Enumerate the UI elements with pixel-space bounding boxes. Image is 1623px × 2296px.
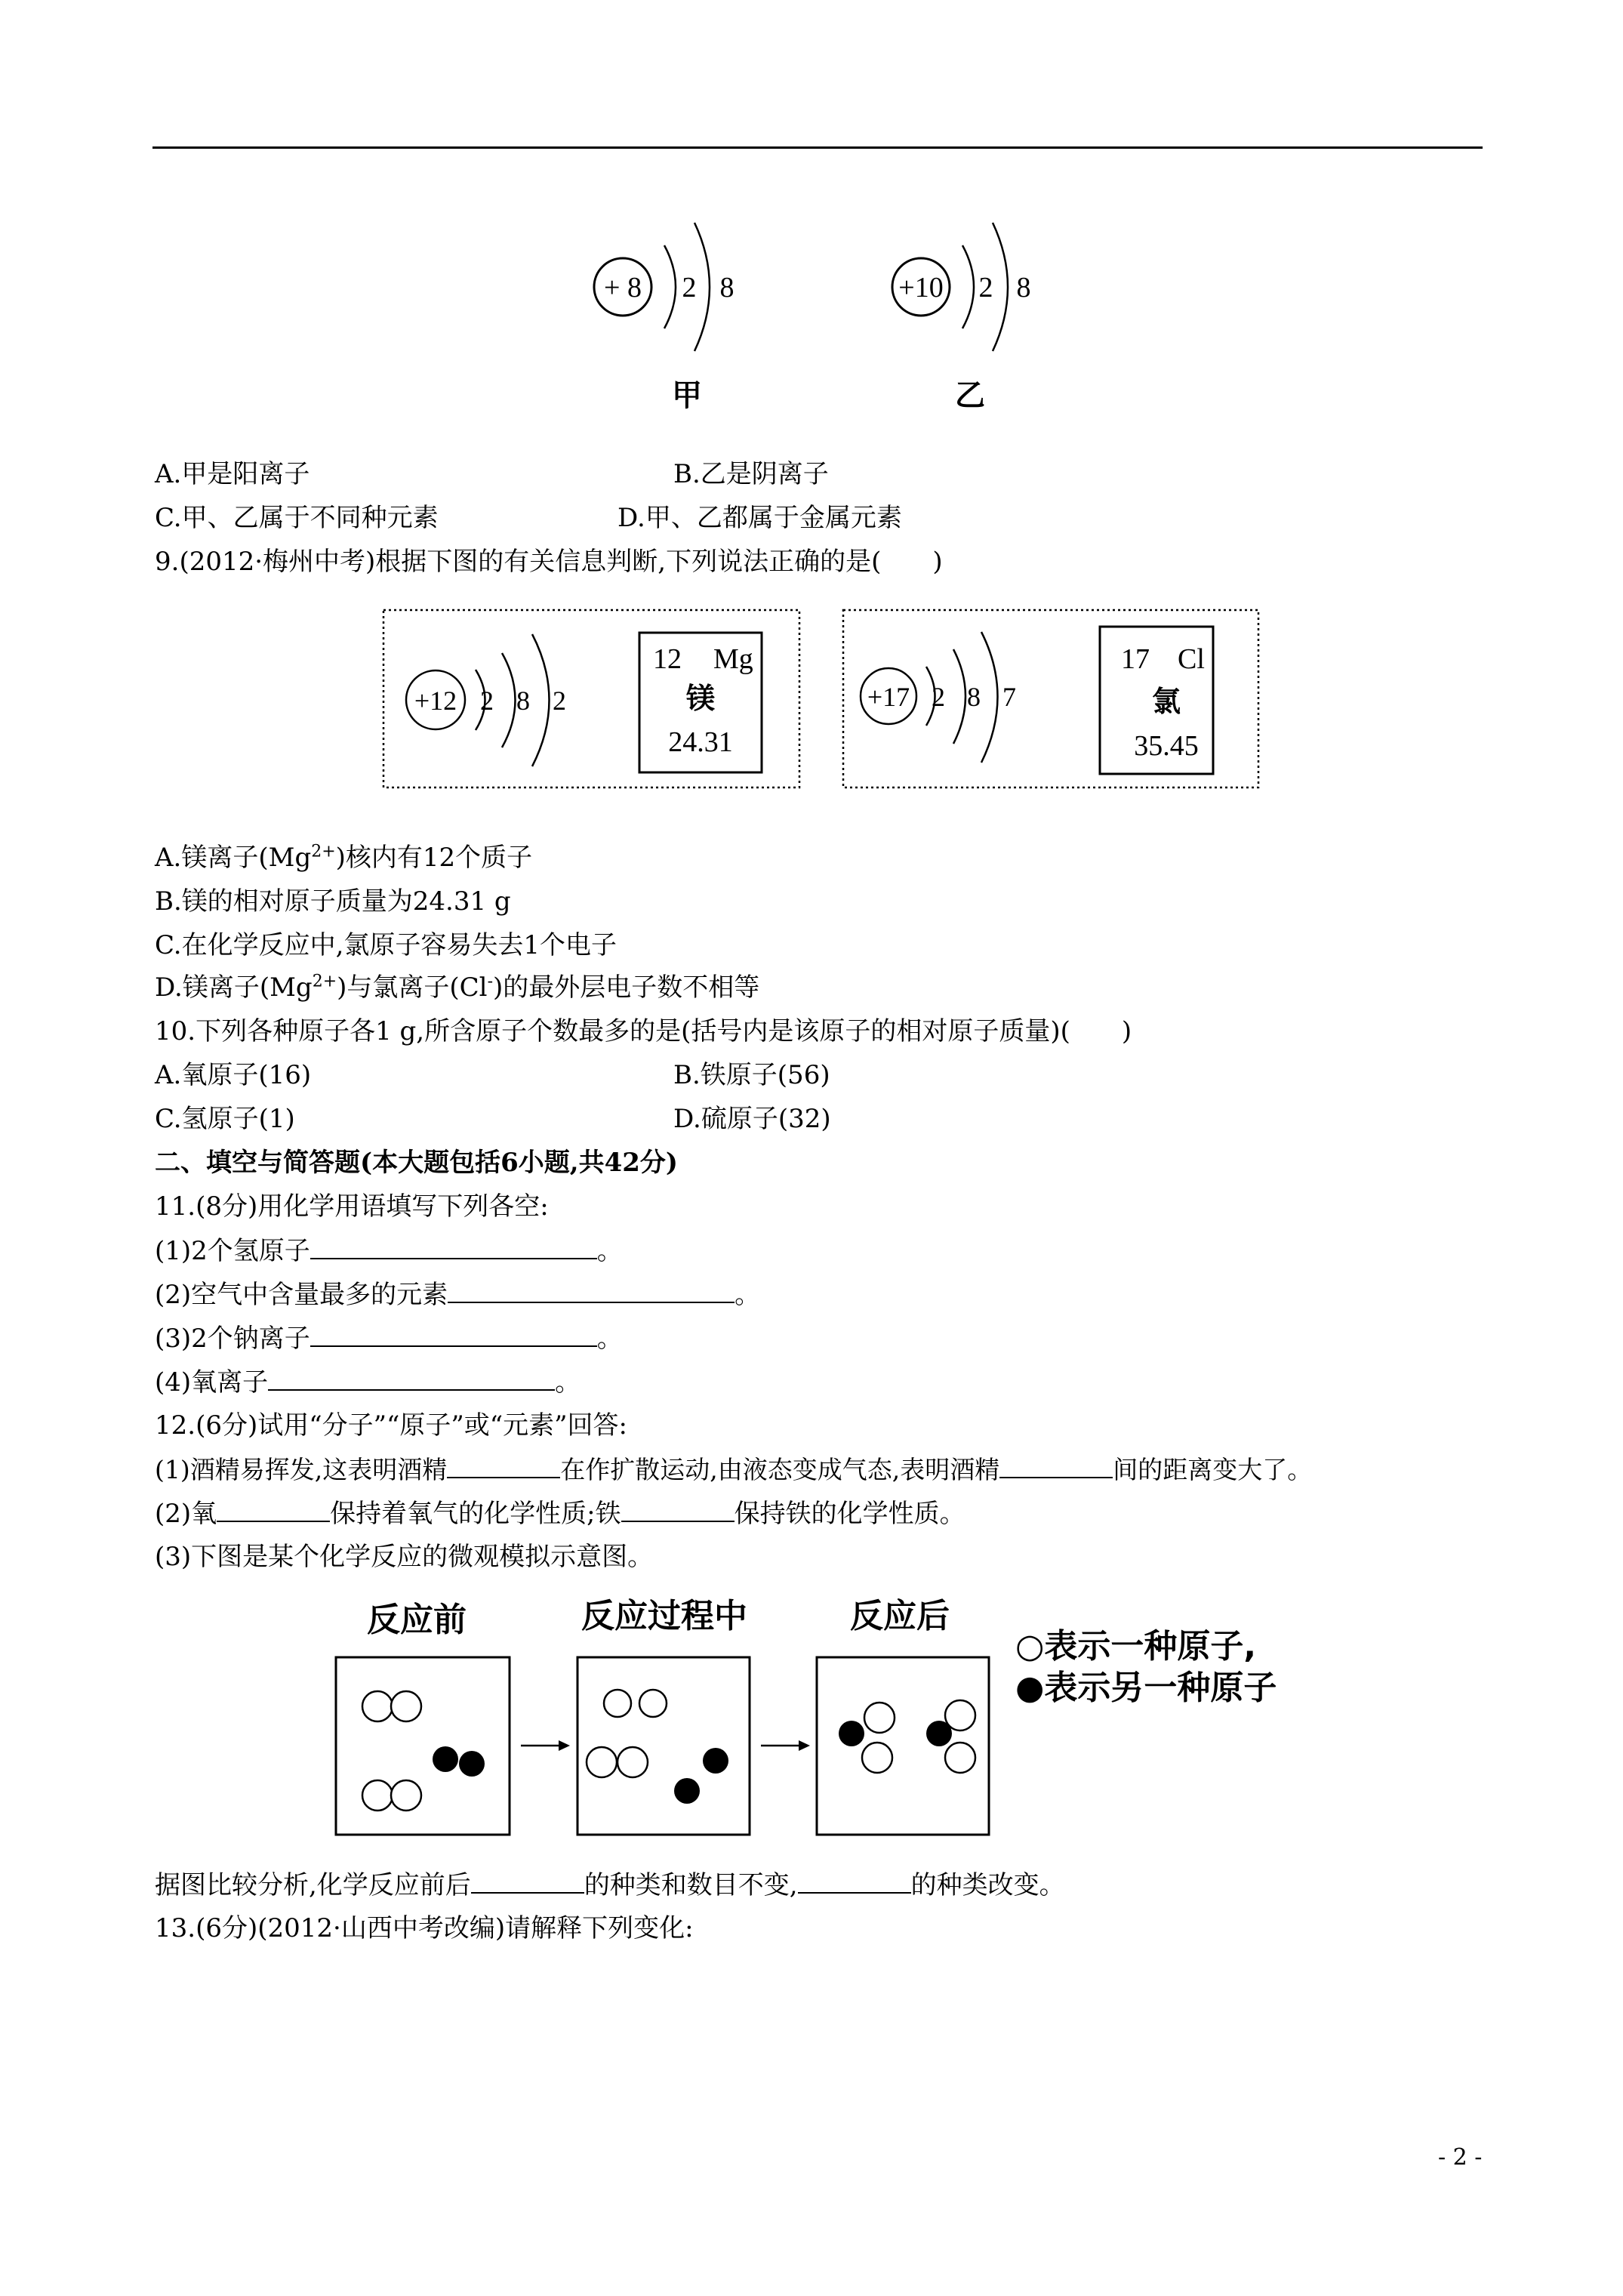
- answer-blank[interactable]: [999, 1454, 1113, 1478]
- mg-symbol: Mg: [713, 643, 753, 675]
- q10-option-b: B.铁原子(56): [673, 1060, 830, 1090]
- nucleus-jia: + 8: [604, 272, 642, 304]
- answer-blank[interactable]: [310, 1235, 597, 1259]
- label-during: 反应过程中: [581, 1597, 747, 1635]
- section-heading: 二、填空与简答题(本大题包括6小题,共42分): [155, 1148, 678, 1178]
- shell-jia-2: 8: [719, 272, 735, 304]
- cl-atomic-number: 17: [1121, 643, 1150, 675]
- mg-shell-3: 2: [553, 686, 566, 716]
- shell-jia-1: 2: [682, 272, 697, 304]
- cl-panel: [843, 610, 1258, 787]
- q8-option-c: C.甲、乙属于不同种元素: [155, 503, 439, 533]
- answer-blank[interactable]: [447, 1454, 560, 1478]
- mg-shell-2: 8: [516, 686, 530, 716]
- answer-blank[interactable]: [268, 1367, 555, 1391]
- cl-shell-1: 2: [932, 682, 945, 712]
- q12-part3-answer: 据图比较分析,化学反应前后 的种类和数目不变, 的种类改变。: [155, 1870, 1065, 1900]
- mg-nucleus: +12: [414, 686, 457, 716]
- label-jia: 甲: [672, 378, 702, 413]
- cl-nucleus: +17: [867, 682, 910, 712]
- answer-blank[interactable]: [310, 1323, 597, 1347]
- q9-option-b: B.镁的相对原子质量为24.31 g: [155, 886, 511, 917]
- box-during: [577, 1657, 750, 1835]
- cl-shell-3: 7: [1002, 682, 1016, 712]
- atom-jia: [594, 223, 735, 413]
- q10-stem: 10.下列各种原子各1 g,所含原子个数最多的是(括号内是该原子的相对原子质量)( ): [155, 1016, 1132, 1046]
- nucleus-yi: +10: [898, 272, 944, 304]
- answer-blank[interactable]: [217, 1498, 330, 1522]
- q11-part1: (1)2个氢原子 。: [155, 1236, 623, 1266]
- q12-stem: 12.(6分)试用“分子”“原子”或“元素”回答:: [155, 1410, 627, 1441]
- q12-part1: (1)酒精易挥发,这表明酒精 在作扩散运动,由液态变成气态,表明酒精 间的距离变大了。: [155, 1455, 1313, 1484]
- q11-stem: 11.(8分)用化学用语填写下列各空:: [155, 1191, 549, 1222]
- q9-option-c: C.在化学反应中,氯原子容易失去1个电子: [155, 930, 617, 960]
- q11-part4: (4)氧离子 。: [155, 1367, 581, 1398]
- cl-symbol: Cl: [1178, 643, 1205, 675]
- answer-blank[interactable]: [471, 1869, 584, 1894]
- q10-option-c: C.氢原子(1): [155, 1104, 295, 1134]
- q9-option-a: A.镁离子$(Mg^{2+})$核内有12个质子: [155, 842, 533, 873]
- mg-atomic-number: 12: [653, 643, 682, 675]
- q8-option-b: B.乙是阴离子: [673, 459, 829, 489]
- answer-blank[interactable]: [798, 1869, 911, 1894]
- q12-part2: (2)氧 保持着氧气的化学性质;铁 保持铁的化学性质。: [155, 1499, 965, 1529]
- cl-shell-2: 8: [967, 682, 981, 712]
- cl-mass: 35.45: [1134, 730, 1199, 762]
- shell-yi-1: 2: [978, 272, 993, 304]
- shell-yi-2: 8: [1016, 272, 1031, 304]
- q8-option-a: A.甲是阳离子: [155, 459, 310, 489]
- box-after: [817, 1657, 989, 1835]
- header-rule: [152, 146, 1483, 149]
- q11-part2: (2)空气中含量最多的元素 。: [155, 1280, 761, 1310]
- label-yi: 乙: [955, 378, 985, 413]
- answer-blank[interactable]: [621, 1498, 735, 1522]
- reaction-diagram: [332, 1586, 1329, 1842]
- q9-element-diagrams: [381, 608, 1264, 793]
- mg-shell-1: 2: [480, 686, 494, 716]
- label-after: 反应后: [850, 1597, 950, 1635]
- answer-blank[interactable]: [448, 1279, 735, 1303]
- arrow-2: [761, 1740, 810, 1751]
- legend-black: ●表示另一种原子: [1015, 1669, 1277, 1707]
- box-before: [336, 1657, 510, 1835]
- mg-panel: [383, 610, 799, 787]
- q9-stem: 9.(2012·梅州中考)根据下图的有关信息判断,下列说法正确的是( ): [155, 547, 943, 577]
- mg-name: 镁: [685, 682, 716, 715]
- atom-yi: [892, 223, 1031, 413]
- q12-part3: (3)下图是某个化学反应的微观模拟示意图。: [155, 1542, 654, 1572]
- q13-stem: 13.(6分)(2012·山西中考改编)请解释下列变化:: [155, 1913, 694, 1943]
- q10-option-a: A.氧原子(16): [155, 1060, 312, 1090]
- q9-option-d: D.镁离子$(Mg^{2+})$与氯离子(Cl-)的最外层电子数不相等: [155, 972, 760, 1003]
- q10-option-d: D.硫原子(32): [673, 1104, 831, 1134]
- legend-white: ○表示一种原子,: [1015, 1627, 1257, 1666]
- label-before: 反应前: [367, 1601, 467, 1639]
- q8-option-d: D.甲、乙都属于金属元素: [617, 503, 902, 533]
- q11-part3: (3)2个钠离子 。: [155, 1324, 623, 1354]
- cl-name: 氯: [1151, 685, 1181, 718]
- arrow-1: [521, 1740, 570, 1751]
- q8-atom-diagrams: [581, 215, 1049, 419]
- mg-mass: 24.31: [668, 726, 733, 758]
- page-number: - 2 -: [1438, 2144, 1483, 2171]
